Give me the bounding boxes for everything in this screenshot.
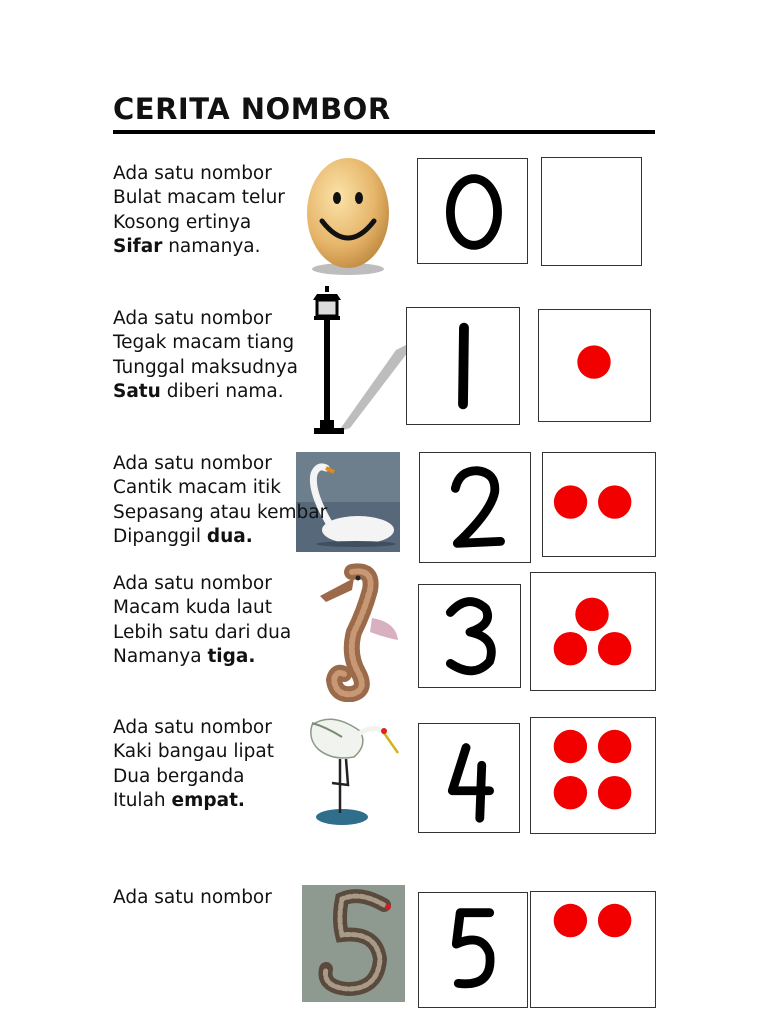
numeral-card-2 [419,452,531,563]
poem-line: Ada satu nombor [113,163,272,184]
numeral-card-0 [417,158,528,264]
poem-line [113,380,298,404]
poem-line-rest: namanya. [162,235,261,257]
poem-line: Sepasang atau kembar [113,501,328,523]
lamp-post-picture [308,282,408,438]
poem-line-start: Itulah [113,789,172,811]
poem-line-start: Namanya [113,645,208,667]
poem-line: Kaki bangau lipat [113,741,274,763]
poem-line [113,789,274,813]
poem-line: Ada satu nombor [113,573,272,594]
poem-line: Ada satu nombor [113,308,272,329]
dot-card-3 [530,572,656,691]
page-title: CERITA NOMBOR [113,92,391,126]
numeral-card-4 [418,723,520,833]
snake-picture [302,885,405,1002]
numeral-card-1 [406,307,520,425]
poem-stanza-lima [113,886,272,910]
poem-line [113,525,327,549]
number-word: Satu [113,380,161,402]
number-word: Sifar [113,235,163,257]
number-word: tiga. [207,645,256,667]
poem-line: Macam kuda laut [113,597,272,619]
poem-line: Tegak macam tiang [113,332,295,354]
poem-stanza-empat [113,716,274,813]
dot-card-2 [542,452,656,557]
poem-line: Cantik macam itik [113,477,281,499]
dot-card-4 [530,717,656,834]
poem-line: Tunggal maksudnya [113,356,298,378]
dot-card-5 [530,891,656,1008]
poem-stanza-tiga [113,572,291,669]
poem-line: Lebih satu dari dua [113,621,292,643]
numeral-card-5 [418,892,528,1008]
number-word: empat. [171,789,245,811]
poem-stanza-sifar [113,162,285,259]
poem-line [113,235,285,259]
poem-line-rest: diberi nama. [160,380,284,402]
poem-stanza-dua [113,452,327,549]
seahorse-picture [312,562,400,702]
poem-stanza-satu [113,307,298,404]
poem-line [113,645,291,669]
title-underline [113,130,655,134]
poem-line: Kosong ertinya [113,211,252,233]
poem-line: Dua berganda [113,765,245,787]
egg-smiley-picture [304,155,392,277]
dot-card-1 [538,309,651,422]
poem-line: Ada satu nombor [113,717,272,738]
poem-line: Ada satu nombor [113,453,272,474]
dot-card-0 [541,157,642,266]
number-word: dua. [206,525,253,547]
poem-line: Bulat macam telur [113,187,285,209]
poem-line: Ada satu nombor [113,887,272,908]
poem-line-start: Dipanggil [113,525,207,547]
crane-picture [302,705,400,829]
numeral-card-3 [418,584,521,688]
